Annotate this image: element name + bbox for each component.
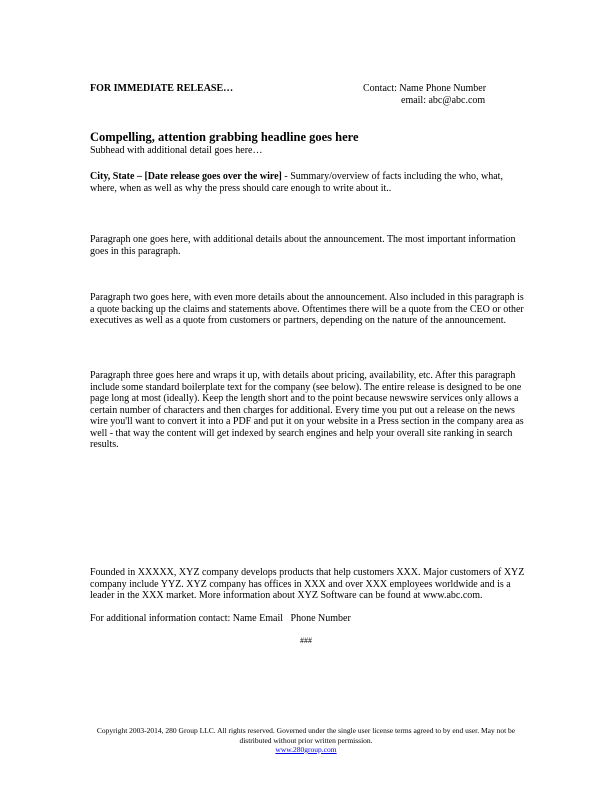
subhead: Subhead with additional detail goes here… — [90, 145, 263, 156]
release-label: FOR IMMEDIATE RELEASE… — [90, 83, 234, 94]
additional-contact: For additional information contact: Name Email Phone Number — [90, 613, 351, 624]
contact-line: Contact: Name Phone Number — [363, 83, 487, 94]
summary-paragraph — [90, 171, 530, 194]
contact-block — [363, 83, 486, 107]
summary-text: - Summary/overview of facts including the who, what, where, when as well as why the press should care enough to write about it.. — [90, 171, 503, 194]
boilerplate-paragraph: Founded in XXXXX, XYZ company develops products that help customers XXX. Major customers of XYZ company include YYZ. XYZ company has offices in XXX and over XXX employees worldwide and is a leader in the XXX market. More information about XYZ Software can be found at www.abc.com. — [90, 567, 525, 601]
website-link[interactable]: www.280group.com — [275, 745, 337, 754]
headline: Compelling, attention grabbing headline goes here — [90, 130, 359, 144]
dateline: City, State – [Date release goes over the wire] — [90, 171, 282, 182]
paragraph-two: Paragraph two goes here, with even more details about the announcement. Also included in this paragraph is a quote backing up the claims and statements above. Oftentimes there will be a quote from the CEO or other executives as well as a quote from customers or partners, depending on the nature of the announcement. — [90, 292, 524, 326]
paragraph-three: Paragraph three goes here and wraps it up, with details about pricing, availability, etc. After this paragraph include some standard boilerplate text for the company (see below). The entire release is designed to be one page long at most (ideally). Keep the length short and to the point because newswire services only allows a certain number of characters and then charges for additional. Every time you put out a release on the news wire you'll want to convert it into a PDF and put it on your website in a Press section in the company area as well - that way the content will get indexed by search engines and help your overall site ranking in search results. — [90, 370, 524, 450]
copyright-text: Copyright 2003-2014, 280 Group LLC. All rights reserved. Governed under the single user license terms agreed to by end user. May not be distributed without prior written permission. — [96, 726, 516, 745]
paragraph-one: Paragraph one goes here, with additional details about the announcement. The most important information goes in this paragraph. — [90, 234, 516, 257]
contact-email: email: abc@abc.com — [401, 95, 486, 106]
footer — [80, 726, 532, 755]
end-mark: ### — [300, 636, 312, 645]
